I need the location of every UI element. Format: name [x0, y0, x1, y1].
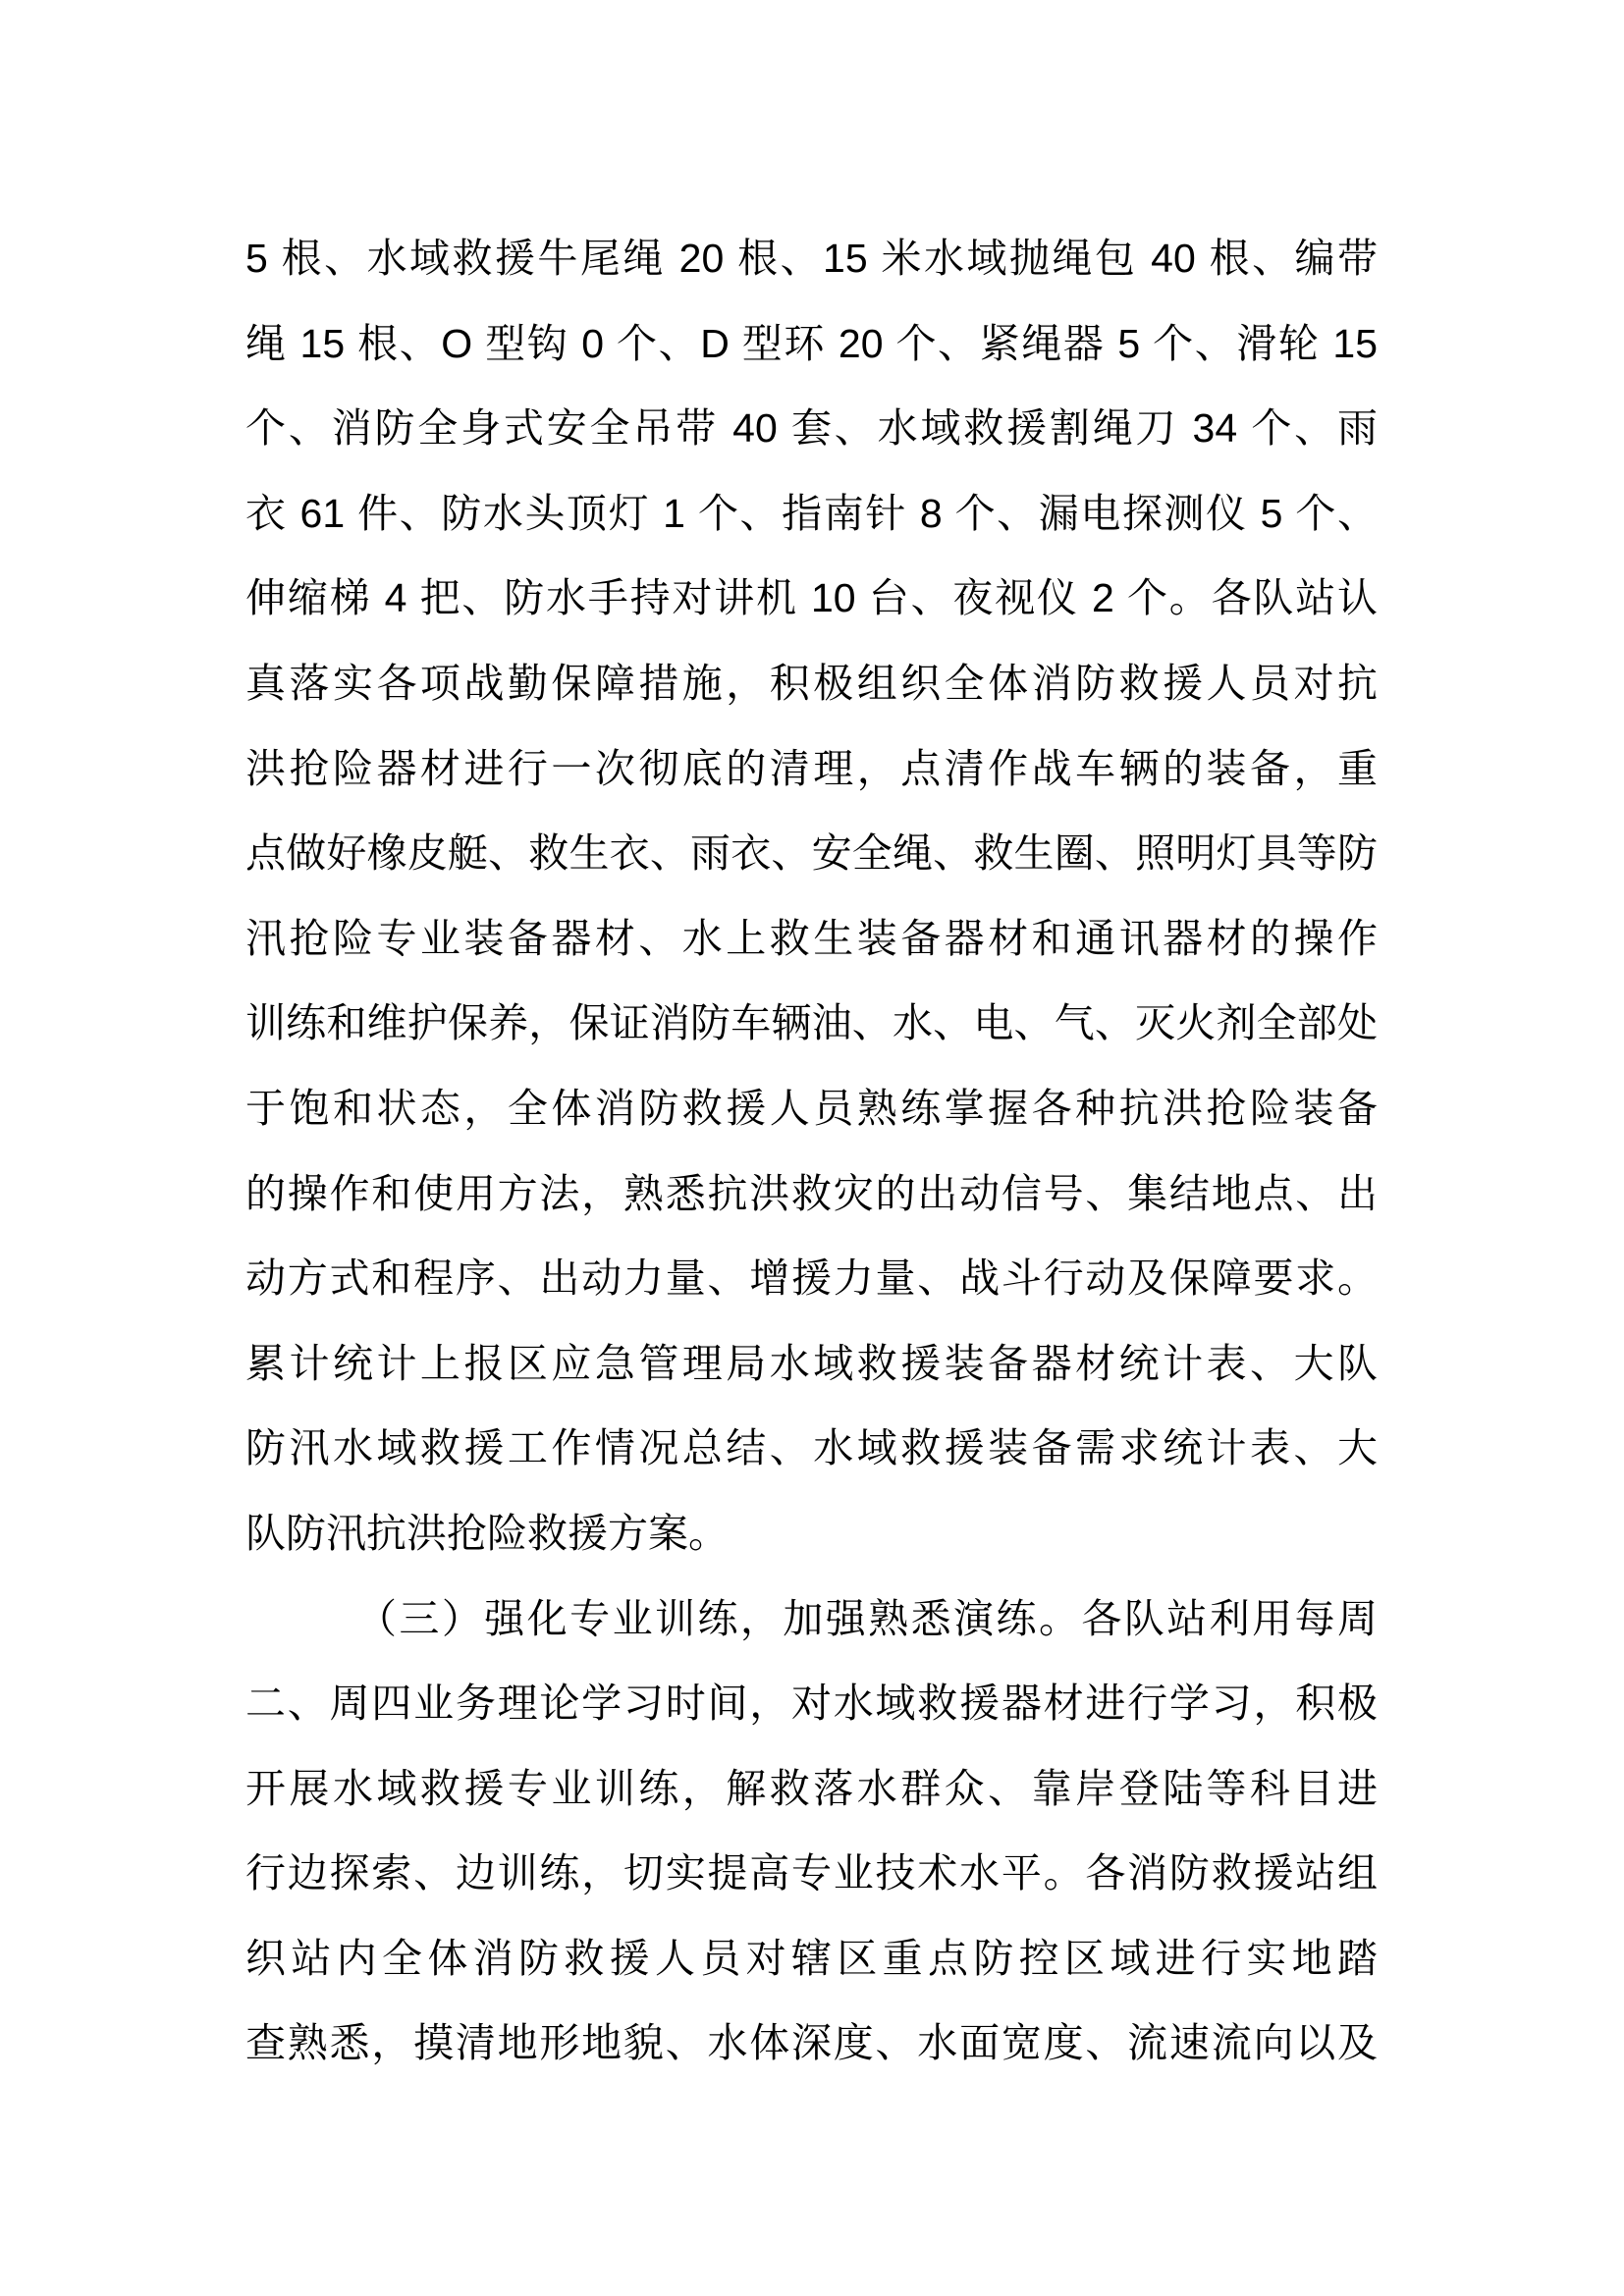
text-line: 训练和维护保养，保证消防车辆油、水、电、气、灭火剂全部处: [245, 1000, 1378, 1046]
text-line: 个、消防全身式安全吊带 40 套、水域救援割绳刀 34 个、雨: [245, 405, 1378, 452]
text-line: 动方式和程序、出动力量、增援力量、战斗行动及保障要求。: [245, 1255, 1378, 1302]
text-line: 衣 61 件、防水头顶灯 1 个、指南针 8 个、漏电探测仪 5 个、: [245, 490, 1378, 536]
document-body: [245, 216, 1378, 2086]
paragraph: [245, 1576, 1378, 2087]
text-line: 查熟悉，摸清地形地貌、水体深度、水面宽度、流速流向以及: [245, 2020, 1378, 2066]
text-line: 队防汛抗洪抢险救援方案。: [245, 1510, 729, 1556]
text-line: （三）强化专业训练，加强熟悉演练。各队站利用每周: [356, 1595, 1378, 1641]
text-line: 累计统计上报区应急管理局水域救援装备器材统计表、大队: [245, 1340, 1378, 1386]
text-line: 伸缩梯 4 把、防水手持对讲机 10 台、夜视仪 2 个。各队站认: [245, 575, 1378, 621]
text-line: 的操作和使用方法，熟悉抗洪救灾的出动信号、集结地点、出: [245, 1170, 1378, 1216]
text-line: 行边探索、边训练，切实提高专业技术水平。各消防救援站组: [245, 1850, 1378, 1896]
text-line: 于饱和状态，全体消防救援人员熟练掌握各种抗洪抢险装备: [245, 1085, 1378, 1131]
text-line: 真落实各项战勤保障措施，积极组织全体消防救援人员对抗: [245, 660, 1378, 706]
text-line: 织站内全体消防救援人员对辖区重点防控区域进行实地踏: [245, 1935, 1378, 1981]
text-line: 二、周四业务理论学习时间，对水域救援器材进行学习，积极: [245, 1681, 1378, 1727]
paragraph: [245, 216, 1378, 1576]
text-line: 汛抢险专业装备器材、水上救生装备器材和通讯器材的操作: [245, 915, 1378, 961]
text-line: 防汛水域救援工作情况总结、水域救援装备需求统计表、大: [245, 1425, 1378, 1471]
text-line: 开展水域救援专业训练，解救落水群众、靠岸登陆等科目进: [245, 1765, 1378, 1811]
text-line: 点做好橡皮艇、救生衣、雨衣、安全绳、救生圈、照明灯具等防: [245, 830, 1378, 877]
text-line: 5 根、水域救援牛尾绳 20 根、15 米水域抛绳包 40 根、编带: [245, 236, 1378, 281]
text-line: 洪抢险器材进行一次彻底的清理，点清作战车辆的装备，重: [245, 745, 1378, 791]
text-line: 绳 15 根、O 型钩 0 个、D 型环 20 个、紧绳器 5 个、滑轮 15: [245, 320, 1378, 366]
